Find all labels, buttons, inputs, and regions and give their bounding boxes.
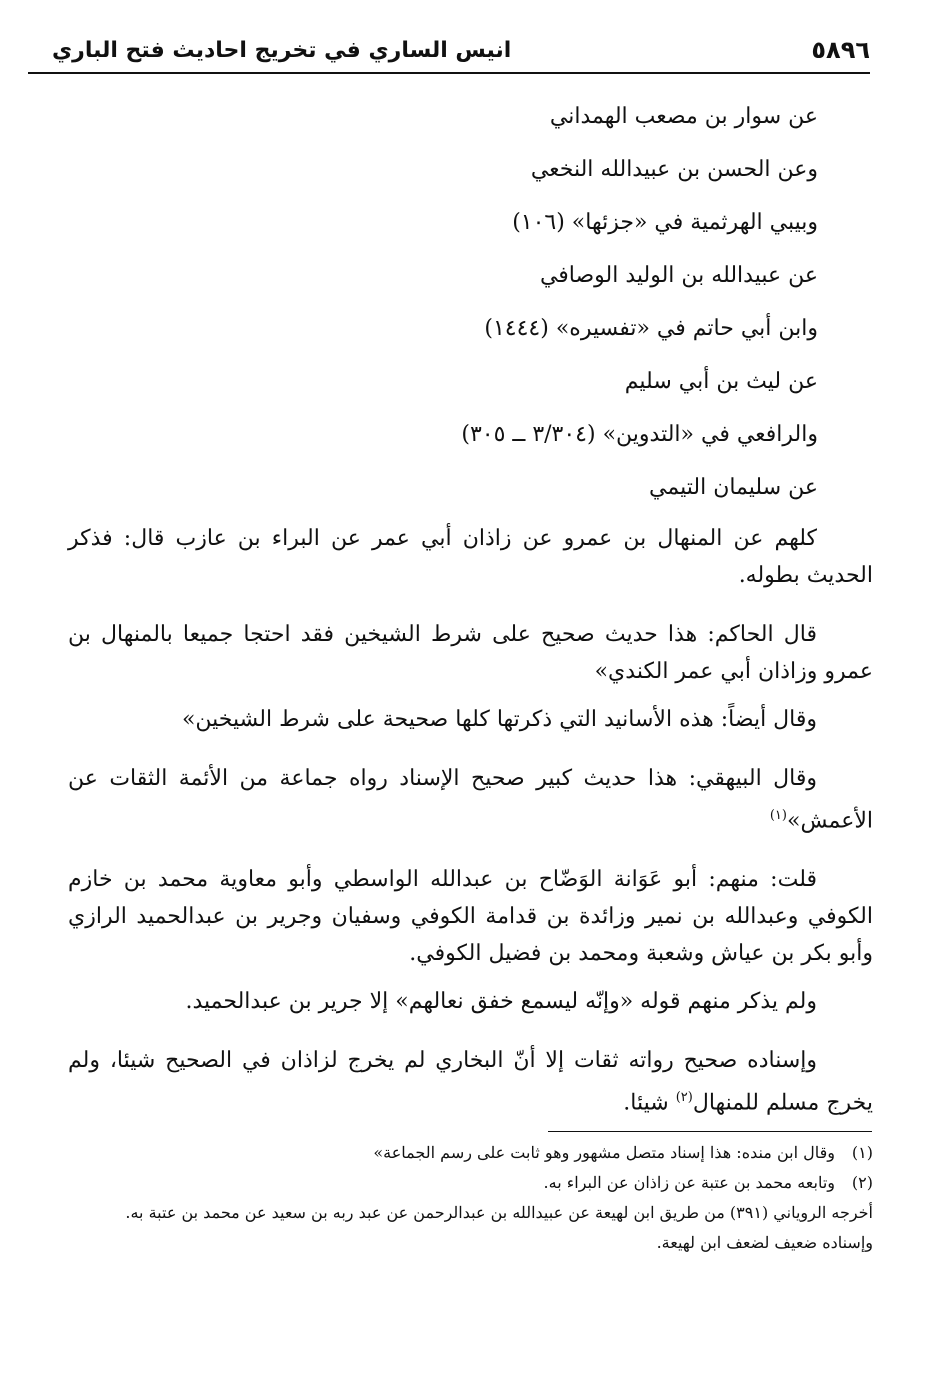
paragraph-text: شيئا. bbox=[623, 1090, 676, 1116]
footnote-text: وتابعه محمد بن عتبة عن زاذان عن البراء به. bbox=[543, 1173, 835, 1192]
chain-line: وعن الحسن بن عبيدالله النخعي bbox=[530, 157, 818, 182]
chain-line: والرافعي في «التدوين» (٣/٣٠٤ ــ ٣٠٥) bbox=[461, 422, 818, 447]
footnote-number: (٢) bbox=[851, 1173, 873, 1192]
footnote-2-continued: وإسناده ضعيف لضعف ابن لهيعة. bbox=[656, 1233, 873, 1252]
page-number: ٥٨٩٦ bbox=[811, 36, 870, 64]
chain-line: عن سوار بن مصعب الهمداني bbox=[549, 104, 818, 129]
header-rule bbox=[28, 72, 870, 74]
chain-line: عن عبيدالله بن الوليد الوصافي bbox=[539, 263, 818, 288]
paragraph bbox=[68, 760, 873, 839]
chain-line: وبيبي الهرثمية في «جزئها» (١٠٦) bbox=[512, 210, 818, 235]
main-text bbox=[68, 90, 873, 1133]
paragraph-text: وقال البيهقي: هذا حديث كبير صحيح الإسناد رواه جماعة من الأئمة الثقات عن الأعمش» bbox=[68, 766, 873, 834]
chain-line: وابن أبي حاتم في «تفسيره» (١٤٤٤) bbox=[484, 316, 818, 341]
paragraph: قلت: منهم: أبو عَوَانة الوَضّاح بن عبدالله الواسطي وأبو معاوية محمد بن خازم الكوفي وعبدالله بن نمير وزائدة بن قدامة الكوفي وسفيان وجرير بن عبدالحميد الرازي وأبو بكر بن عياش وشعبة ومحمد بن فضيل الكوفي. bbox=[68, 867, 873, 967]
footnote-text: وقال ابن منده: هذا إسناد متصل مشهور وهو ثابت على رسم الجماعة» bbox=[373, 1143, 835, 1162]
paragraph bbox=[68, 1042, 873, 1121]
paragraph: كلهم عن المنهال بن عمرو عن زاذان أبي عمر عن البراء بن عازب قال: فذكر الحديث بطوله. bbox=[68, 526, 873, 588]
chain-line: عن ليث بن أبي سليم bbox=[624, 369, 818, 394]
paragraph: ولم يذكر منهم قوله «وإنّه ليسمع خفق نعالهم» إلا جرير بن عبدالحميد. bbox=[185, 989, 817, 1015]
paragraph-text: وإسناده صحيح رواته ثقات إلا أنّ البخاري لم يخرج لزاذان في الصحيح شيئا، ولم يخرج مسلم للمنهال bbox=[68, 1048, 873, 1116]
footnote-number: (١) bbox=[851, 1143, 873, 1162]
footnote-separator bbox=[548, 1131, 872, 1132]
chain-line: عن سليمان التيمي bbox=[649, 475, 818, 500]
paragraph: وقال أيضاً: هذه الأسانيد التي ذكرتها كلها صحيحة على شرط الشيخين» bbox=[181, 707, 817, 732]
paragraph: قال الحاكم: هذا حديث صحيح على شرط الشيخين فقد احتجا جميعا بالمنهال بن عمرو وزاذان أبي عمر الكندي» bbox=[68, 622, 873, 684]
book-title: انيس الساري في تخريج احاديث فتح الباري bbox=[52, 38, 512, 63]
footnote-1 bbox=[68, 1138, 873, 1168]
running-header bbox=[28, 34, 870, 74]
footnote-2 bbox=[68, 1168, 873, 1198]
footnotes bbox=[68, 1138, 873, 1258]
footnote-2-continued: أخرجه الروياني (٣٩١) من طريق ابن لهيعة عن عبيدالله بن عبدالرحمن عن عبد ربه بن سعيد عن محمد بن عتبة به. bbox=[125, 1203, 873, 1222]
footnote-ref[interactable]: (١) bbox=[769, 808, 787, 823]
footnote-ref[interactable]: (٢) bbox=[675, 1090, 693, 1106]
